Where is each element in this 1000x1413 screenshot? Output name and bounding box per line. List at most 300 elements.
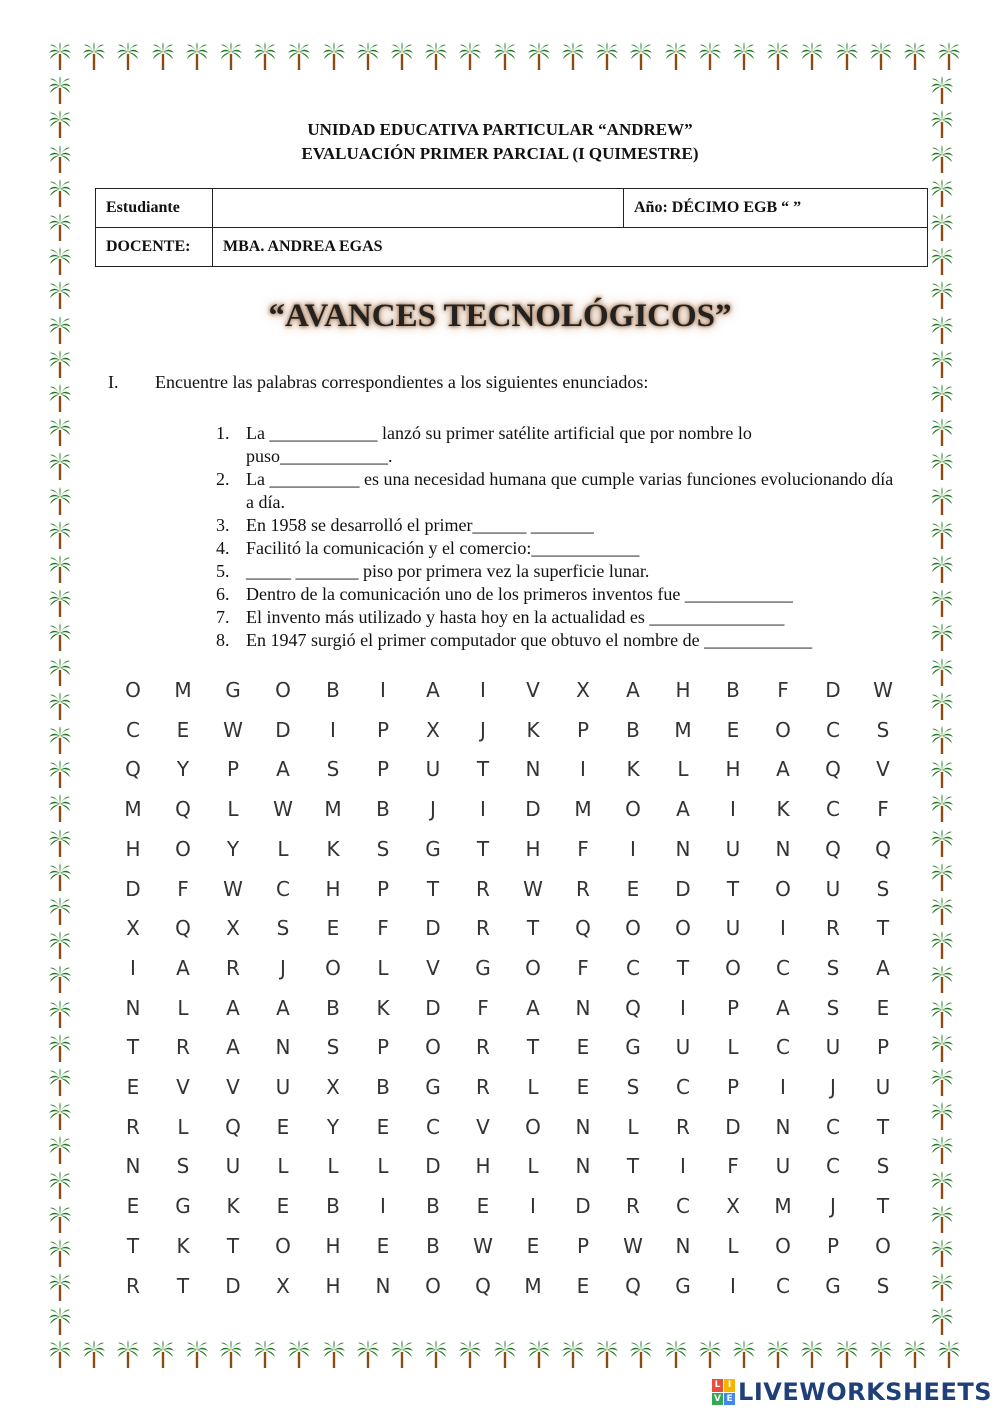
palm-tree-icon bbox=[527, 42, 551, 72]
letter-cell[interactable]: D bbox=[425, 995, 441, 1020]
palm-tree-icon bbox=[48, 1034, 72, 1064]
letter-cell[interactable]: J bbox=[280, 955, 286, 980]
letter-cell[interactable]: N bbox=[575, 995, 591, 1020]
letter-cell[interactable]: I bbox=[780, 916, 786, 941]
letter-cell[interactable]: E bbox=[376, 1233, 390, 1258]
letter-cell[interactable]: W bbox=[223, 717, 243, 742]
letter-cell[interactable]: V bbox=[526, 678, 540, 702]
letter-cell[interactable]: W bbox=[273, 797, 293, 822]
letter-cell[interactable]: D bbox=[425, 916, 441, 941]
letter-cell[interactable]: H bbox=[725, 757, 741, 782]
letter-cell[interactable]: G bbox=[425, 836, 441, 861]
letter-cell[interactable]: F bbox=[877, 797, 889, 822]
letter-cell[interactable]: B bbox=[376, 797, 390, 822]
letter-cell[interactable]: T bbox=[476, 757, 490, 782]
letter-cell[interactable]: Q bbox=[825, 836, 841, 861]
clue-number: 5. bbox=[216, 561, 230, 581]
letter-cell[interactable]: Q bbox=[225, 1114, 241, 1139]
letter-cell[interactable]: A bbox=[276, 995, 290, 1020]
letter-cell[interactable]: R bbox=[826, 916, 840, 941]
letter-cell[interactable]: A bbox=[526, 995, 540, 1020]
letter-cell[interactable]: K bbox=[226, 1194, 240, 1219]
letter-cell[interactable]: G bbox=[825, 1273, 841, 1298]
palm-tree-icon bbox=[356, 1340, 380, 1370]
letter-cell[interactable]: I bbox=[780, 1075, 786, 1099]
letter-cell[interactable]: M bbox=[324, 797, 342, 822]
letter-cell[interactable]: U bbox=[775, 1154, 791, 1179]
letter-cell[interactable]: E bbox=[276, 1114, 290, 1139]
letter-cell[interactable]: L bbox=[527, 1075, 539, 1099]
letter-cell[interactable]: S bbox=[326, 1035, 340, 1060]
letter-cell[interactable]: N bbox=[675, 1233, 691, 1258]
letter-cell[interactable]: W bbox=[873, 678, 893, 702]
student-name-field[interactable] bbox=[213, 189, 624, 228]
letter-cell[interactable]: F bbox=[727, 1154, 739, 1179]
letter-cell[interactable]: X bbox=[726, 1194, 740, 1219]
letter-cell[interactable]: A bbox=[276, 757, 290, 782]
letter-cell[interactable]: L bbox=[677, 757, 689, 782]
letter-cell[interactable]: E bbox=[326, 916, 340, 941]
letter-cell[interactable]: Q bbox=[575, 916, 591, 941]
letter-cell[interactable]: H bbox=[525, 836, 541, 861]
letter-cell[interactable]: R bbox=[126, 1114, 140, 1139]
letter-cell[interactable]: F bbox=[477, 995, 489, 1020]
letter-cell[interactable]: S bbox=[626, 1075, 640, 1099]
letter-cell[interactable]: S bbox=[276, 916, 290, 941]
letter-cell[interactable]: A bbox=[776, 757, 790, 782]
palm-tree-icon bbox=[390, 1340, 414, 1370]
letter-cell[interactable]: D bbox=[275, 717, 291, 742]
letter-cell[interactable]: U bbox=[725, 836, 741, 861]
letter-cell[interactable]: P bbox=[726, 995, 740, 1020]
letter-cell[interactable]: N bbox=[125, 995, 141, 1020]
letter-cell[interactable]: U bbox=[875, 1075, 891, 1099]
letter-cell[interactable]: C bbox=[826, 717, 840, 742]
letter-cell[interactable]: Q bbox=[475, 1273, 491, 1298]
palm-tree-icon bbox=[595, 42, 619, 72]
palm-tree-icon bbox=[930, 1034, 954, 1064]
letter-cell[interactable]: Y bbox=[176, 757, 190, 782]
letter-cell[interactable]: L bbox=[377, 955, 389, 980]
letter-cell[interactable]: M bbox=[124, 797, 142, 822]
letter-cell[interactable]: K bbox=[776, 797, 790, 822]
letter-cell[interactable]: L bbox=[527, 1154, 539, 1179]
letter-cell[interactable]: A bbox=[776, 995, 790, 1020]
letter-cell[interactable]: I bbox=[730, 1273, 736, 1298]
letter-cell[interactable]: L bbox=[327, 1154, 339, 1179]
letter-cell[interactable]: O bbox=[425, 1273, 441, 1298]
letter-cell[interactable]: B bbox=[726, 678, 740, 702]
letter-cell[interactable]: S bbox=[176, 1154, 190, 1179]
letter-cell[interactable]: B bbox=[326, 1194, 340, 1219]
letter-cell[interactable]: B bbox=[626, 717, 640, 742]
letter-cell[interactable]: L bbox=[627, 1114, 639, 1139]
palm-tree-icon bbox=[800, 42, 824, 72]
letter-cell[interactable]: T bbox=[726, 876, 740, 901]
letter-cell[interactable]: I bbox=[630, 836, 636, 861]
letter-cell[interactable]: P bbox=[726, 1075, 740, 1099]
clue-item bbox=[216, 468, 896, 514]
letter-cell[interactable]: D bbox=[525, 797, 541, 822]
letter-cell[interactable]: K bbox=[526, 717, 540, 742]
letter-cell[interactable]: T bbox=[876, 1194, 890, 1219]
letter-cell[interactable]: H bbox=[675, 678, 691, 702]
letter-cell[interactable]: E bbox=[726, 717, 740, 742]
letter-cell[interactable]: C bbox=[676, 1194, 690, 1219]
letter-cell[interactable]: O bbox=[875, 1233, 891, 1258]
letter-cell[interactable]: I bbox=[680, 995, 686, 1020]
letter-cell[interactable]: T bbox=[876, 1114, 890, 1139]
letter-cell[interactable]: C bbox=[776, 955, 790, 980]
letter-cell[interactable]: U bbox=[675, 1035, 691, 1060]
letter-cell[interactable]: E bbox=[126, 1075, 140, 1099]
letter-cell[interactable]: M bbox=[174, 678, 192, 702]
palm-tree-icon bbox=[116, 1340, 140, 1370]
letter-cell[interactable]: O bbox=[525, 1114, 541, 1139]
letter-cell[interactable]: F bbox=[577, 955, 589, 980]
clue-number: 7. bbox=[216, 607, 230, 627]
letter-cell[interactable]: O bbox=[275, 1233, 291, 1258]
letter-cell[interactable]: R bbox=[476, 1075, 490, 1099]
letter-cell[interactable]: B bbox=[326, 995, 340, 1020]
letter-cell[interactable]: T bbox=[176, 1273, 190, 1298]
letter-cell[interactable]: Q bbox=[625, 1273, 641, 1298]
letter-cell[interactable]: I bbox=[380, 1194, 386, 1219]
letter-cell[interactable]: S bbox=[826, 955, 840, 980]
letter-cell[interactable]: R bbox=[576, 876, 590, 901]
letter-cell[interactable]: I bbox=[530, 1194, 536, 1219]
letter-cell[interactable]: U bbox=[225, 1154, 241, 1179]
letter-cell[interactable]: V bbox=[176, 1075, 190, 1099]
letter-cell[interactable]: K bbox=[376, 995, 390, 1020]
letter-cell[interactable]: P bbox=[376, 717, 390, 742]
letter-cell[interactable]: O bbox=[775, 876, 791, 901]
letter-cell[interactable]: A bbox=[176, 955, 190, 980]
letter-cell[interactable]: J bbox=[480, 717, 486, 742]
letter-cell[interactable]: R bbox=[676, 1114, 690, 1139]
letter-cell[interactable]: F bbox=[777, 678, 789, 702]
letter-cell[interactable]: I bbox=[680, 1154, 686, 1179]
letter-cell[interactable]: I bbox=[130, 955, 136, 980]
letter-cell[interactable]: R bbox=[476, 876, 490, 901]
letter-cell[interactable]: D bbox=[675, 876, 691, 901]
letter-cell[interactable]: A bbox=[676, 797, 690, 822]
letter-cell[interactable]: V bbox=[426, 955, 440, 980]
palm-tree-icon bbox=[287, 42, 311, 72]
letter-cell[interactable]: E bbox=[276, 1194, 290, 1219]
letter-cell[interactable]: K bbox=[176, 1233, 190, 1258]
letter-cell[interactable]: T bbox=[876, 916, 890, 941]
letter-cell[interactable]: H bbox=[325, 876, 341, 901]
letter-cell[interactable]: N bbox=[575, 1114, 591, 1139]
palm-tree-icon bbox=[937, 1340, 961, 1370]
letter-cell[interactable]: O bbox=[775, 717, 791, 742]
letter-cell[interactable]: S bbox=[876, 1154, 890, 1179]
letter-cell[interactable]: C bbox=[276, 876, 290, 901]
letter-cell[interactable]: P bbox=[226, 757, 240, 782]
palm-tree-icon bbox=[930, 418, 954, 448]
palm-tree-icon bbox=[48, 1068, 72, 1098]
letter-cell[interactable]: E bbox=[576, 1075, 590, 1099]
letter-cell[interactable]: L bbox=[277, 1154, 289, 1179]
palm-tree-icon bbox=[930, 794, 954, 824]
letter-cell[interactable]: R bbox=[126, 1273, 140, 1298]
letter-cell[interactable]: L bbox=[227, 797, 239, 822]
letter-cell[interactable]: J bbox=[830, 1075, 836, 1099]
letter-cell[interactable]: L bbox=[277, 836, 289, 861]
palm-tree-icon bbox=[930, 1307, 954, 1337]
palm-tree-icon bbox=[48, 623, 72, 653]
palm-tree-icon bbox=[48, 1171, 72, 1201]
letter-cell[interactable]: C bbox=[676, 1075, 690, 1099]
letter-cell[interactable]: C bbox=[826, 797, 840, 822]
letter-cell[interactable]: N bbox=[275, 1035, 291, 1060]
letter-cell[interactable]: X bbox=[226, 916, 240, 941]
letter-cell[interactable]: N bbox=[525, 757, 541, 782]
letter-cell[interactable]: C bbox=[776, 1273, 790, 1298]
clue-item bbox=[216, 629, 896, 652]
letter-cell[interactable]: H bbox=[125, 836, 141, 861]
logo-mark-letter: I bbox=[724, 1379, 735, 1392]
letter-cell[interactable]: D bbox=[725, 1114, 741, 1139]
letter-cell[interactable]: O bbox=[125, 678, 141, 702]
letter-cell[interactable]: I bbox=[480, 797, 486, 822]
letter-cell[interactable]: P bbox=[376, 757, 390, 782]
letter-cell[interactable]: O bbox=[625, 916, 641, 941]
letter-cell[interactable]: G bbox=[175, 1194, 191, 1219]
letter-cell[interactable]: I bbox=[730, 797, 736, 822]
letter-cell[interactable]: O bbox=[175, 836, 191, 861]
letter-cell[interactable]: T bbox=[476, 836, 490, 861]
clue-item bbox=[216, 422, 896, 468]
clue-text: El invento más utilizado y hasta hoy en la actualidad es _______________ bbox=[246, 607, 785, 627]
clue-item bbox=[216, 560, 896, 583]
letter-cell[interactable]: X bbox=[126, 916, 140, 941]
letter-cell[interactable]: Y bbox=[226, 836, 240, 861]
clue-text: La __________ es una necesidad humana que cumple varias funciones evolucionando día a día. bbox=[246, 469, 894, 512]
letter-cell[interactable]: U bbox=[825, 876, 841, 901]
letter-cell[interactable]: C bbox=[826, 1114, 840, 1139]
palm-tree-icon bbox=[48, 555, 72, 585]
letter-cell[interactable]: U bbox=[275, 1075, 291, 1099]
letter-cell[interactable]: E bbox=[576, 1273, 590, 1298]
letter-cell[interactable]: J bbox=[430, 797, 436, 822]
palm-tree-icon bbox=[930, 1171, 954, 1201]
letter-cell[interactable]: I bbox=[580, 757, 586, 782]
letter-cell[interactable]: D bbox=[825, 678, 841, 702]
letter-cell[interactable]: E bbox=[376, 1114, 390, 1139]
letter-cell[interactable]: F bbox=[177, 876, 189, 901]
letter-cell[interactable]: V bbox=[476, 1114, 490, 1139]
letter-cell[interactable]: E bbox=[126, 1194, 140, 1219]
letter-cell[interactable]: T bbox=[426, 876, 440, 901]
letter-cell[interactable]: Q bbox=[625, 995, 641, 1020]
letter-cell[interactable]: P bbox=[876, 1035, 890, 1060]
letter-cell[interactable]: T bbox=[126, 1035, 140, 1060]
letter-cell[interactable]: W bbox=[473, 1233, 493, 1258]
palm-tree-icon bbox=[930, 760, 954, 790]
letter-cell[interactable]: O bbox=[725, 955, 741, 980]
palm-tree-icon bbox=[629, 42, 653, 72]
letter-cell[interactable]: R bbox=[176, 1035, 190, 1060]
letter-cell[interactable]: K bbox=[626, 757, 640, 782]
letter-cell[interactable]: T bbox=[126, 1233, 140, 1258]
letter-cell[interactable]: G bbox=[425, 1075, 441, 1099]
letter-cell[interactable]: O bbox=[325, 955, 341, 980]
letter-cell[interactable]: P bbox=[826, 1233, 840, 1258]
letter-cell[interactable]: U bbox=[425, 757, 441, 782]
palm-tree-icon bbox=[116, 42, 140, 72]
letter-cell[interactable]: O bbox=[275, 678, 291, 702]
letter-cell[interactable]: D bbox=[425, 1154, 441, 1179]
letter-cell[interactable]: Q bbox=[125, 757, 141, 782]
letter-cell[interactable]: E bbox=[576, 1035, 590, 1060]
letter-cell[interactable]: H bbox=[475, 1154, 491, 1179]
letter-cell[interactable]: P bbox=[376, 876, 390, 901]
letter-cell[interactable]: Y bbox=[326, 1114, 340, 1139]
letter-cell[interactable]: F bbox=[377, 916, 389, 941]
palm-tree-icon bbox=[629, 1340, 653, 1370]
letter-cell[interactable]: Q bbox=[825, 757, 841, 782]
palm-tree-icon bbox=[48, 1239, 72, 1269]
letter-cell[interactable]: V bbox=[876, 757, 890, 782]
letter-cell[interactable]: M bbox=[524, 1273, 542, 1298]
letter-cell[interactable]: A bbox=[226, 1035, 240, 1060]
letter-cell[interactable]: N bbox=[775, 1114, 791, 1139]
letter-cell[interactable]: P bbox=[576, 1233, 590, 1258]
letter-cell[interactable]: W bbox=[523, 876, 543, 901]
letter-cell[interactable]: R bbox=[476, 1035, 490, 1060]
letter-cell[interactable]: A bbox=[226, 995, 240, 1020]
letter-cell[interactable]: A bbox=[426, 678, 440, 702]
letter-cell[interactable]: O bbox=[675, 916, 691, 941]
letter-cell[interactable]: X bbox=[326, 1075, 340, 1099]
letter-cell[interactable]: N bbox=[775, 836, 791, 861]
letter-cell[interactable]: I bbox=[330, 717, 336, 742]
letter-cell[interactable]: M bbox=[774, 1194, 792, 1219]
letter-cell[interactable]: L bbox=[727, 1233, 739, 1258]
letter-cell[interactable]: Q bbox=[175, 916, 191, 941]
letter-cell[interactable]: D bbox=[575, 1194, 591, 1219]
letter-cell[interactable]: Q bbox=[175, 797, 191, 822]
palm-tree-icon bbox=[930, 213, 954, 243]
letter-cell[interactable]: S bbox=[876, 717, 890, 742]
palm-tree-icon bbox=[930, 1068, 954, 1098]
letter-cell[interactable]: S bbox=[876, 876, 890, 901]
letter-cell[interactable]: C bbox=[776, 1035, 790, 1060]
letter-cell[interactable]: C bbox=[626, 955, 640, 980]
letter-cell[interactable]: L bbox=[177, 1114, 189, 1139]
palm-tree-icon bbox=[930, 658, 954, 688]
letter-cell[interactable]: A bbox=[876, 955, 890, 980]
letter-cell[interactable]: B bbox=[426, 1194, 440, 1219]
letter-cell[interactable]: N bbox=[675, 836, 691, 861]
letter-cell[interactable]: S bbox=[326, 757, 340, 782]
letter-cell[interactable]: A bbox=[626, 678, 640, 702]
clue-text: En 1947 surgió el primer computador que obtuvo el nombre de ____________ bbox=[246, 630, 813, 650]
palm-tree-icon bbox=[48, 213, 72, 243]
letter-cell[interactable]: B bbox=[426, 1233, 440, 1258]
letter-cell[interactable]: O bbox=[775, 1233, 791, 1258]
letter-cell[interactable]: M bbox=[674, 717, 692, 742]
letter-cell[interactable]: R bbox=[626, 1194, 640, 1219]
letter-cell[interactable]: V bbox=[226, 1075, 240, 1099]
letter-cell[interactable]: T bbox=[626, 1154, 640, 1179]
letter-cell[interactable]: S bbox=[876, 1273, 890, 1298]
letter-cell[interactable]: Q bbox=[875, 836, 891, 861]
letter-cell[interactable]: L bbox=[727, 1035, 739, 1060]
letter-cell[interactable]: G bbox=[475, 955, 491, 980]
letter-cell[interactable]: O bbox=[525, 955, 541, 980]
clue-text: Facilitó la comunicación y el comercio:____________ bbox=[246, 538, 640, 558]
letter-cell[interactable]: L bbox=[177, 995, 189, 1020]
letter-cell[interactable]: E bbox=[876, 995, 890, 1020]
letter-cell[interactable]: B bbox=[376, 1075, 390, 1099]
letter-cell[interactable]: E bbox=[176, 717, 190, 742]
letter-cell[interactable]: B bbox=[326, 678, 340, 702]
letter-cell[interactable]: P bbox=[376, 1035, 390, 1060]
letter-cell[interactable]: N bbox=[575, 1154, 591, 1179]
letter-cell[interactable]: E bbox=[626, 876, 640, 901]
letter-cell[interactable]: C bbox=[126, 717, 140, 742]
letter-cell[interactable]: G bbox=[625, 1035, 641, 1060]
letter-cell[interactable]: T bbox=[526, 916, 540, 941]
letter-cell[interactable]: G bbox=[225, 678, 241, 702]
letter-cell[interactable]: R bbox=[476, 916, 490, 941]
palm-tree-icon bbox=[930, 1273, 954, 1303]
letter-cell[interactable]: H bbox=[325, 1273, 341, 1298]
letter-cell[interactable]: K bbox=[326, 836, 340, 861]
letter-cell[interactable]: P bbox=[576, 717, 590, 742]
letter-cell[interactable]: D bbox=[125, 876, 141, 901]
letter-cell[interactable]: W bbox=[223, 876, 243, 901]
letter-cell[interactable]: T bbox=[676, 955, 690, 980]
letter-cell[interactable]: C bbox=[426, 1114, 440, 1139]
letter-cell[interactable]: O bbox=[625, 797, 641, 822]
letter-cell[interactable]: S bbox=[826, 995, 840, 1020]
letter-cell[interactable]: N bbox=[375, 1273, 391, 1298]
palm-tree-icon bbox=[48, 965, 72, 995]
letter-cell[interactable]: G bbox=[675, 1273, 691, 1298]
letter-cell[interactable]: D bbox=[225, 1273, 241, 1298]
letter-cell[interactable]: T bbox=[526, 1035, 540, 1060]
letter-cell[interactable]: R bbox=[226, 955, 240, 980]
logo-mark-letter: L bbox=[712, 1379, 723, 1392]
letter-cell[interactable]: U bbox=[725, 916, 741, 941]
letter-cell[interactable]: U bbox=[825, 1035, 841, 1060]
letter-cell[interactable]: C bbox=[826, 1154, 840, 1179]
letter-cell[interactable]: W bbox=[623, 1233, 643, 1258]
letter-cell[interactable]: I bbox=[380, 678, 386, 702]
palm-tree-icon bbox=[766, 42, 790, 72]
letter-cell[interactable]: X bbox=[276, 1273, 290, 1298]
letter-cell[interactable]: M bbox=[574, 797, 592, 822]
letter-cell[interactable]: N bbox=[125, 1154, 141, 1179]
letter-cell[interactable]: J bbox=[830, 1194, 836, 1219]
letter-cell[interactable]: X bbox=[426, 717, 440, 742]
palm-tree-icon bbox=[930, 350, 954, 380]
letter-cell[interactable]: E bbox=[526, 1233, 540, 1258]
letter-cell[interactable]: I bbox=[480, 678, 486, 702]
letter-cell[interactable]: X bbox=[576, 678, 590, 702]
letter-cell[interactable]: H bbox=[325, 1233, 341, 1258]
letter-cell[interactable]: S bbox=[376, 836, 390, 861]
letter-cell[interactable]: O bbox=[425, 1035, 441, 1060]
letter-cell[interactable]: L bbox=[377, 1154, 389, 1179]
letter-cell[interactable]: F bbox=[577, 836, 589, 861]
letter-cell[interactable]: T bbox=[226, 1233, 240, 1258]
letter-cell[interactable]: E bbox=[476, 1194, 490, 1219]
